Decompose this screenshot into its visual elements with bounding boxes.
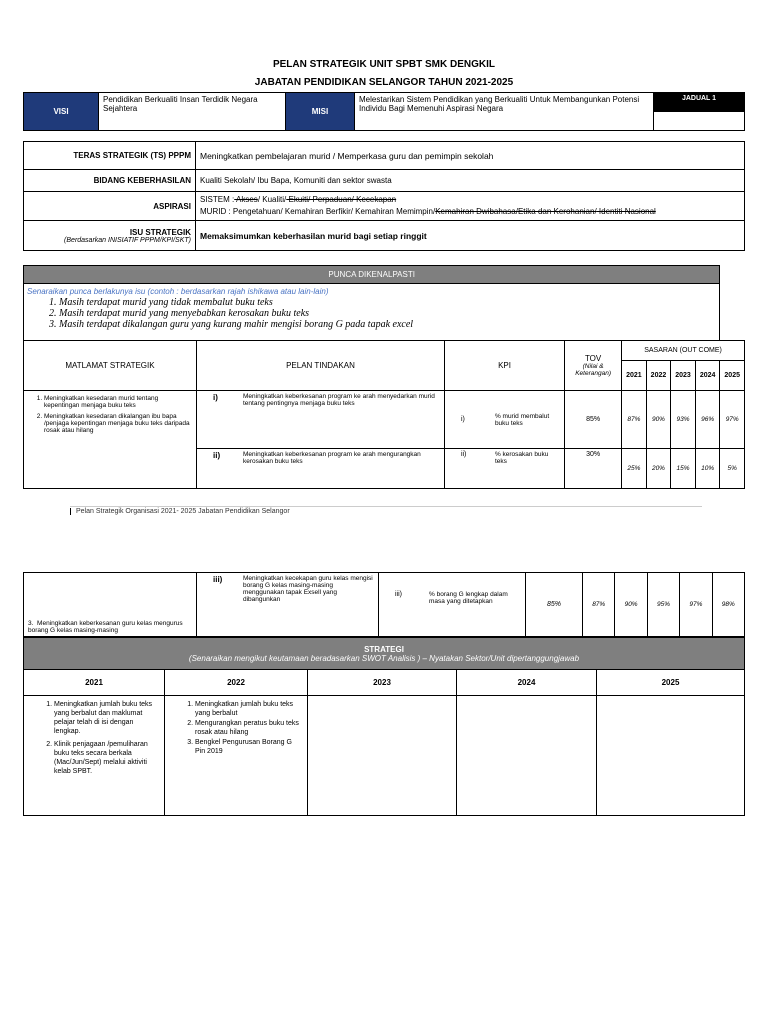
visi-label: VISI	[24, 93, 99, 131]
strategi-header-cell	[24, 638, 745, 670]
pelan-text: Meningkatkan kecekapan guru kelas mengisi borang G kelas masing-masing menggunakan tapak Exsell yang dibangunkan	[239, 573, 379, 637]
kpi-text: % murid membalut buku teks	[483, 391, 565, 449]
target-value: 15%	[671, 449, 696, 489]
col-matlamat: MATLAMAT STRATEGIK	[24, 341, 197, 391]
punca-hint: Senaraikan punca berlakunya isu (contoh : berdasarkan rajah ishikawa atau lain-lain)	[27, 287, 329, 296]
year-header: 2023	[671, 361, 696, 391]
punca-item: 1. Masih terdapat murid yang tidak membalut buku teks	[59, 297, 716, 308]
target-value: 87%	[583, 573, 615, 637]
aspirasi-sistem: SISTEM : Akses/ Kualiti/ Ekuiti/ Perpaduan/ Kecekapan	[200, 195, 397, 204]
strategi-header: STRATEGI	[364, 644, 404, 654]
target-value: 97%	[720, 391, 745, 449]
punca-item: 2. Masih terdapat murid yang menyebabkan kerosakan buku teks	[59, 308, 716, 319]
bidang-label: BIDANG KEBERHASILAN	[24, 170, 196, 192]
target-value: 90%	[615, 573, 647, 637]
bidang-value: Kualiti Sekolah/ Ibu Bapa, Komuniti dan sektor swasta	[196, 170, 745, 192]
teras-label: TERAS STRATEGIK (TS) PPPM	[24, 142, 196, 170]
strategi-year: 2025	[597, 670, 745, 696]
kpi-num: iii)	[379, 573, 418, 637]
target-value: 20%	[646, 449, 671, 489]
jadual-label: JADUAL 1	[654, 93, 745, 112]
tov-value: 85%	[565, 391, 622, 449]
strategi-year: 2022	[165, 670, 308, 696]
strategi-sub: (Senaraikan mengikut keutamaan beradasarkan SWOT Analisis ) – Nyatakan Sektor/Unit dipertanggungjawab	[188, 653, 580, 663]
pelan-num: ii)	[197, 449, 240, 489]
kpi-num: i)	[444, 391, 483, 449]
matlamat-cell	[24, 391, 197, 489]
pelan-num: iii)	[197, 573, 240, 637]
strategi-2021	[24, 696, 165, 816]
strategi-item: 1. Meningkatkan jumlah buku teks yang berbalut	[195, 700, 303, 718]
jadual-blank	[654, 112, 745, 131]
strategi-2023	[308, 696, 457, 816]
pelan-num: i)	[197, 391, 240, 449]
strategi-item: 2. Mengurangkan peratus buku teks rosak atau hilang	[195, 719, 303, 737]
matlamat-3: 3. Meningkatkan keberkesanan guru kelas mengurus borang G kelas masing-masing	[24, 573, 197, 637]
year-header: 2025	[720, 361, 745, 391]
tov-value: 30%	[565, 449, 622, 489]
year-header: 2021	[622, 361, 647, 391]
punca-header: PUNCA DIKENALPASTI	[24, 266, 720, 284]
plan-table	[23, 265, 745, 489]
strategi-2024	[457, 696, 597, 816]
pelan-text: Meningkatkan keberkesanan program ke arah mengurangkan kerosakan buku teks	[239, 449, 444, 489]
strategi-year: 2024	[457, 670, 597, 696]
visi-text: Pendidikan Berkualiti Insan Terdidik Negara Sejahtera	[99, 93, 286, 131]
strategi-table	[23, 637, 745, 816]
year-header: 2022	[646, 361, 671, 391]
matlamat-item: 1. Meningkatkan kesedaran murid tentang kepentingan menjaga buku teks	[44, 395, 192, 409]
pelan-text: Meningkatkan keberkesanan program ke arah menyedarkan murid tentang pentingnya menjaga buku teks	[239, 391, 444, 449]
strategi-2025	[597, 696, 745, 816]
year-header: 2024	[695, 361, 720, 391]
target-value: 95%	[647, 573, 679, 637]
col-sasaran: SASARAN (OUT COME)	[622, 341, 745, 361]
target-value: 93%	[671, 391, 696, 449]
continuation-table	[23, 572, 745, 637]
kpi-text: % kerosakan buku teks	[483, 449, 565, 489]
strategi-item: 2. Klinik penjagaan /pemuliharan buku teks secara berkala (Mac/Jun/Sept) melalui aktiviti kelab SPBT.	[54, 740, 160, 776]
punca-cell	[24, 284, 720, 341]
target-value: 10%	[695, 449, 720, 489]
teras-value: Meningkatkan pembelajaran murid / Memperkasa guru dan pemimpin sekolah	[196, 142, 745, 170]
strategi-item: 1. Meningkatkan jumlah buku teks yang berbalut dan maklumat pelajar telah di isi dengan lengkap.	[54, 700, 160, 736]
document-title: PELAN STRATEGIK UNIT SPBT SMK DENGKIL	[272, 59, 496, 70]
isu-label: ISU STRATEGIK	[129, 227, 191, 237]
strategi-item: 3. Bengkel Pengurusan Borang G Pin 2019	[195, 738, 303, 756]
strategi-year: 2023	[308, 670, 457, 696]
kpi-num: ii)	[444, 449, 483, 489]
footer-note: Pelan Strategik Organisasi 2021- 2025 Jabatan Pendidikan Selangor	[70, 508, 290, 515]
footer-rule	[70, 506, 702, 507]
misi-label: MISI	[286, 93, 355, 131]
aspirasi-label: ASPIRASI	[24, 192, 196, 221]
visi-misi-table	[23, 92, 745, 131]
target-value: 25%	[622, 449, 647, 489]
misi-text: Melestarikan Sistem Pendidikan yang Berkualiti Untuk Membangunkan Potensi Individu Bagi Memenuhi Aspirasi Negara	[355, 93, 654, 131]
aspirasi-murid: MURID : Pengetahuan/ Kemahiran Berfikir/ Kemahiran Memimpin/Kemahiran Dwibahasa/Etika dan Kerohanian/ Identiti Nasional	[200, 207, 656, 216]
info-table	[23, 141, 745, 251]
target-value: 5%	[720, 449, 745, 489]
target-value: 96%	[695, 391, 720, 449]
target-value: 98%	[712, 573, 744, 637]
target-value: 87%	[622, 391, 647, 449]
isu-value: Memaksimumkan keberhasilan murid bagi setiap ringgit	[196, 221, 745, 251]
isu-label-cell	[24, 221, 196, 251]
isu-sub: (Berdasarkan INISIATIF PPPM/KPI/SKT)	[64, 236, 191, 244]
strategi-2022	[165, 696, 308, 816]
col-tov: TOV (Nilai & Keterangan)	[565, 341, 622, 391]
kpi-text: % borang G lengkap dalam masa yang ditetapkan	[417, 573, 526, 637]
aspirasi-value	[196, 192, 745, 221]
target-value: 97%	[680, 573, 712, 637]
matlamat-item: 2. Meningkatkan kesedaran dikalangan ibu bapa /penjaga kepentingan menjaga buku teks daripada rosak atau hilang	[44, 413, 192, 434]
document-subtitle: JABATAN PENDIDIKAN SELANGOR TAHUN 2021-2025	[254, 77, 514, 88]
col-pelan: PELAN TINDAKAN	[197, 341, 445, 391]
punca-item: 3. Masih terdapat dikalangan guru yang kurang mahir mengisi borang G pada tapak excel	[59, 319, 716, 330]
target-value: 90%	[646, 391, 671, 449]
punca-list	[27, 297, 716, 330]
strategi-year: 2021	[24, 670, 165, 696]
col-kpi: KPI	[444, 341, 564, 391]
tov-value: 85%	[526, 573, 583, 637]
